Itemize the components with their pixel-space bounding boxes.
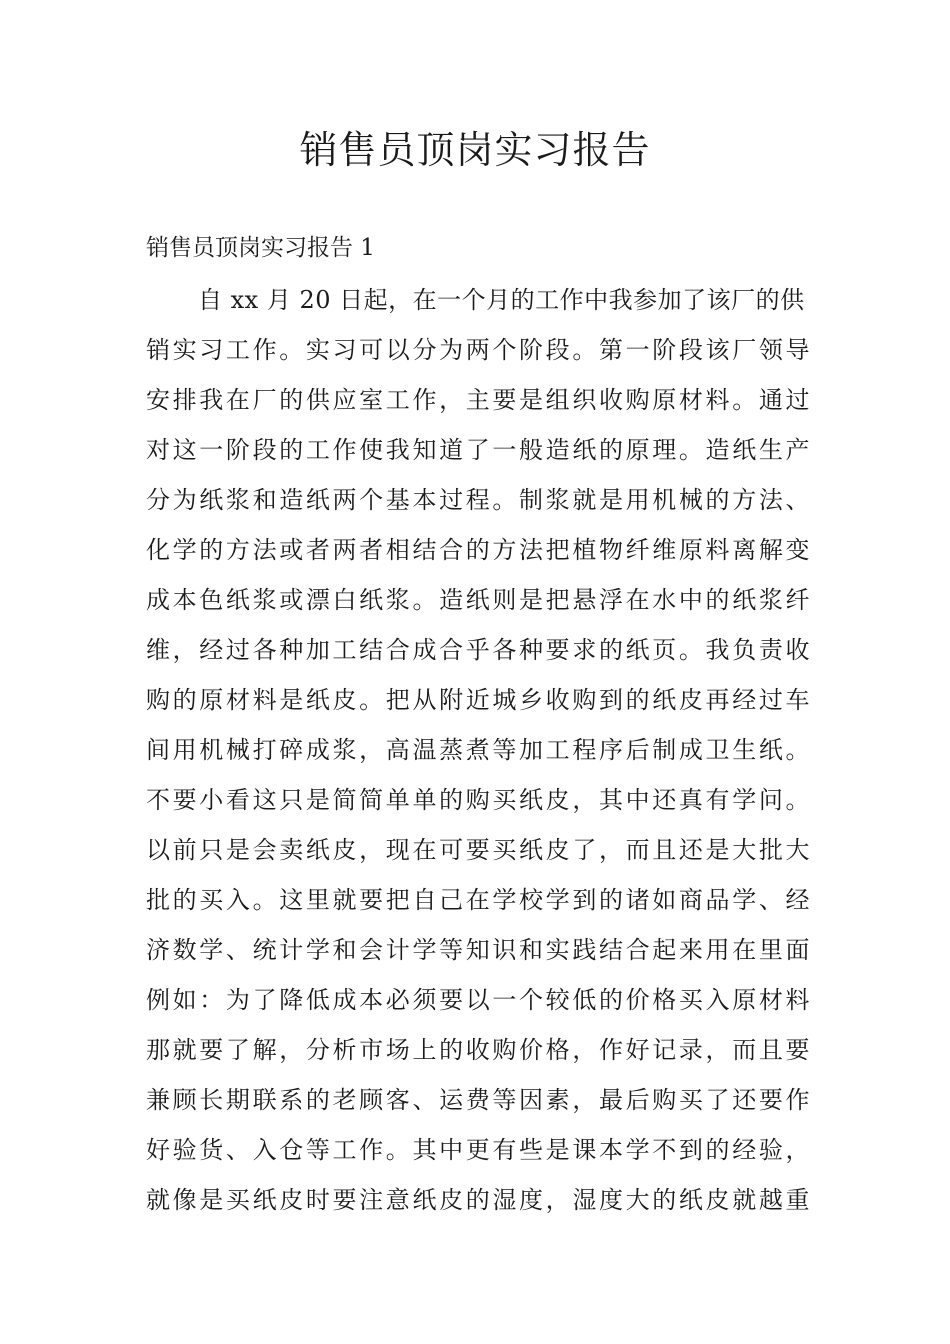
text-line: 分为纸浆和造纸两个基本过程。制浆就是用机械的方法、: [146, 486, 810, 514]
text-line: 安排我在厂的供应室工作，主要是组织收购原材料。通过: [146, 386, 810, 414]
text-line: 批的买入。这里就要把自己在学校学到的诸如商品学、经: [146, 886, 810, 914]
text-line: 自 xx 月 20 日起，在一个月的工作中我参加了该厂的供: [198, 286, 805, 314]
text-line: 以前只是会卖纸皮，现在可要买纸皮了，而且还是大批大: [146, 836, 810, 864]
document-title: 销售员顶岗实习报告: [299, 128, 651, 172]
text-line: 维，经过各种加工结合成合乎各种要求的纸页。我负责收: [146, 636, 810, 664]
body-text: [146, 278, 810, 1228]
text-line: 成本色纸浆或漂白纸浆。造纸则是把悬浮在水中的纸浆纤: [146, 586, 810, 614]
section-heading: 销售员顶岗实习报告 1: [146, 235, 375, 261]
text-line: 对这一阶段的工作使我知道了一般造纸的原理。造纸生产: [146, 436, 810, 464]
text-line: 济数学、统计学和会计学等知识和实践结合起来用在里面: [146, 936, 810, 964]
text-line: 销实习工作。实习可以分为两个阶段。第一阶段该厂领导: [146, 336, 810, 364]
text-line: 购的原材料是纸皮。把从附近城乡收购到的纸皮再经过车: [146, 686, 810, 714]
text-line: 不要小看这只是简简单单的购买纸皮，其中还真有学问。: [146, 786, 810, 814]
text-line: 化学的方法或者两者相结合的方法把植物纤维原料离解变: [146, 536, 810, 564]
text-line: 就像是买纸皮时要注意纸皮的湿度，湿度大的纸皮就越重: [146, 1186, 810, 1214]
text-line: 那就要了解，分析市场上的收购价格，作好记录，而且要: [146, 1036, 810, 1064]
text-line: 好验货、入仓等工作。其中更有些是课本学不到的经验，: [146, 1136, 810, 1164]
text-line: 兼顾长期联系的老顾客、运费等因素，最后购买了还要作: [146, 1086, 810, 1114]
text-line: 例如：为了降低成本必须要以一个较低的价格买入原材料: [146, 986, 810, 1014]
text-line: 间用机械打碎成浆，高温蒸煮等加工程序后制成卫生纸。: [146, 736, 810, 764]
